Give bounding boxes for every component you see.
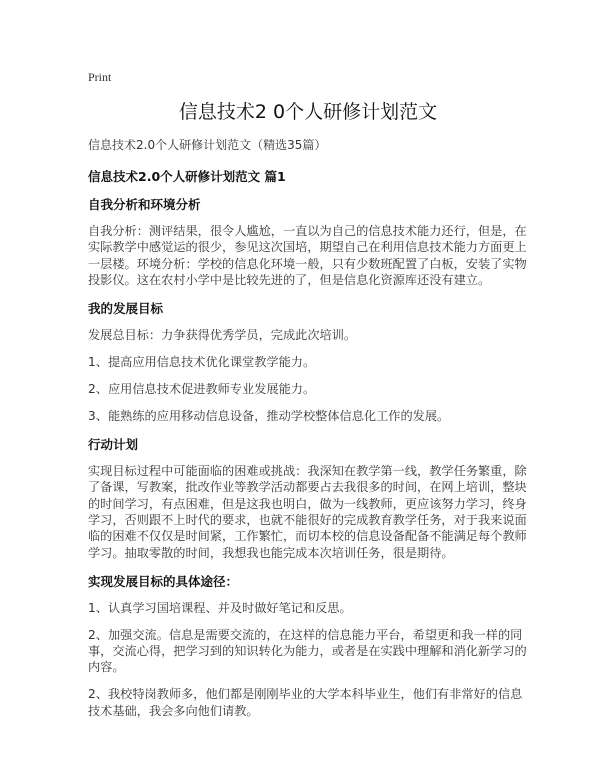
paragraph (88, 223, 528, 289)
paragraph-line: 2、应用信息技术促进教师专业发展能力。 (88, 381, 316, 396)
paragraph-line: 1、认真学习国培课程、并及时做好笔记和反思。 (88, 600, 352, 615)
paragraph-line: 了备课，写教案，批改作业等教学活动都要占去我很多的时间，在网上培训，整块 (88, 480, 527, 495)
document-title: 信息技术2 0个人研修计划范文 (178, 101, 438, 123)
document (88, 70, 528, 730)
article-heading: 信息技术2.0个人研修计划范文 篇1 (88, 169, 286, 184)
print-link[interactable]: Print (88, 70, 112, 84)
paragraph-line: 的时间学习，有点困难，但是这我也明白，做为一线教师，更应该努力学习，终身 (88, 496, 527, 511)
paragraph (88, 408, 528, 424)
document-subtitle: 信息技术2.0个人研修计划范文（精选35篇） (88, 138, 327, 152)
paragraph-line: 实际教学中感觉运的很少，参见这次国培，期望自己在利用信息技术能力方面更上 (88, 240, 527, 255)
paragraph-line: 2、加强交流。信息是需要交流的，在这样的信息能力平台，希望更和我一样的同 (88, 627, 523, 642)
section-heading: 实现发展目标的具体途径： (88, 573, 239, 589)
paragraph-line: 投影仪。这在农村小学中是比较先进的了，但是信息化资源库还没有建立。 (88, 273, 491, 288)
paragraph-line: 学习。抽取零散的时间，我想我也能完成本次培训任务，很是期待。 (88, 545, 454, 560)
paragraph (88, 463, 528, 561)
paragraph-line: 2、我校特岗教师多，他们都是刚刚毕业的大学本科毕业生，他们有非常好的信息 (88, 687, 523, 702)
section-heading: 我的发展目标 (88, 301, 164, 317)
paragraph-line: 临的困难不仅仅是时间紧，工作繁忙，而切本校的信息设备配备不能满足每个教师 (88, 529, 527, 544)
section-heading: 行动计划 (88, 436, 139, 452)
paragraph (88, 327, 528, 343)
paragraph (88, 600, 528, 616)
sections (88, 195, 528, 719)
paragraph-line: 3、能熟练的应用移动信息设备，推动学校整体信息化工作的发展。 (88, 408, 450, 423)
paragraph (88, 381, 528, 397)
paragraph-line: 自我分析：测评结果，很令人尴尬，一直以为自己的信息技术能力还行，但是，在 (88, 224, 527, 238)
section-heading: 自我分析和环境分析 (88, 197, 201, 212)
paragraph (88, 686, 528, 719)
paragraph-line: 内容。 (88, 660, 125, 675)
paragraph-line: 事，交流心得，把学习到的知识转化为能力，或者是在实践中理解和消化新学习的 (88, 644, 527, 658)
paragraph-line: 技术基础，我会多向他们请教。 (88, 703, 259, 718)
paragraph (88, 627, 528, 676)
paragraph-line: 发展总目标：力争获得优秀学员，完成此次培训。 (88, 328, 357, 343)
paragraph-line: 学习，否则跟不上时代的要求，也就不能很好的完成教育教学任务，对于我来说面 (88, 512, 527, 527)
paragraph-line: 1、提高应用信息技术优化课堂教学能力。 (88, 355, 316, 370)
paragraph-line: 实现目标过程中可能面临的困难或挑战：我深知在教学第一线，教学任务繁重，除 (88, 463, 527, 478)
paragraph (88, 354, 528, 370)
paragraph-line: 一层楼。环境分析：学校的信息化环境一般，只有少数班配置了白板，安装了实物 (88, 256, 527, 271)
